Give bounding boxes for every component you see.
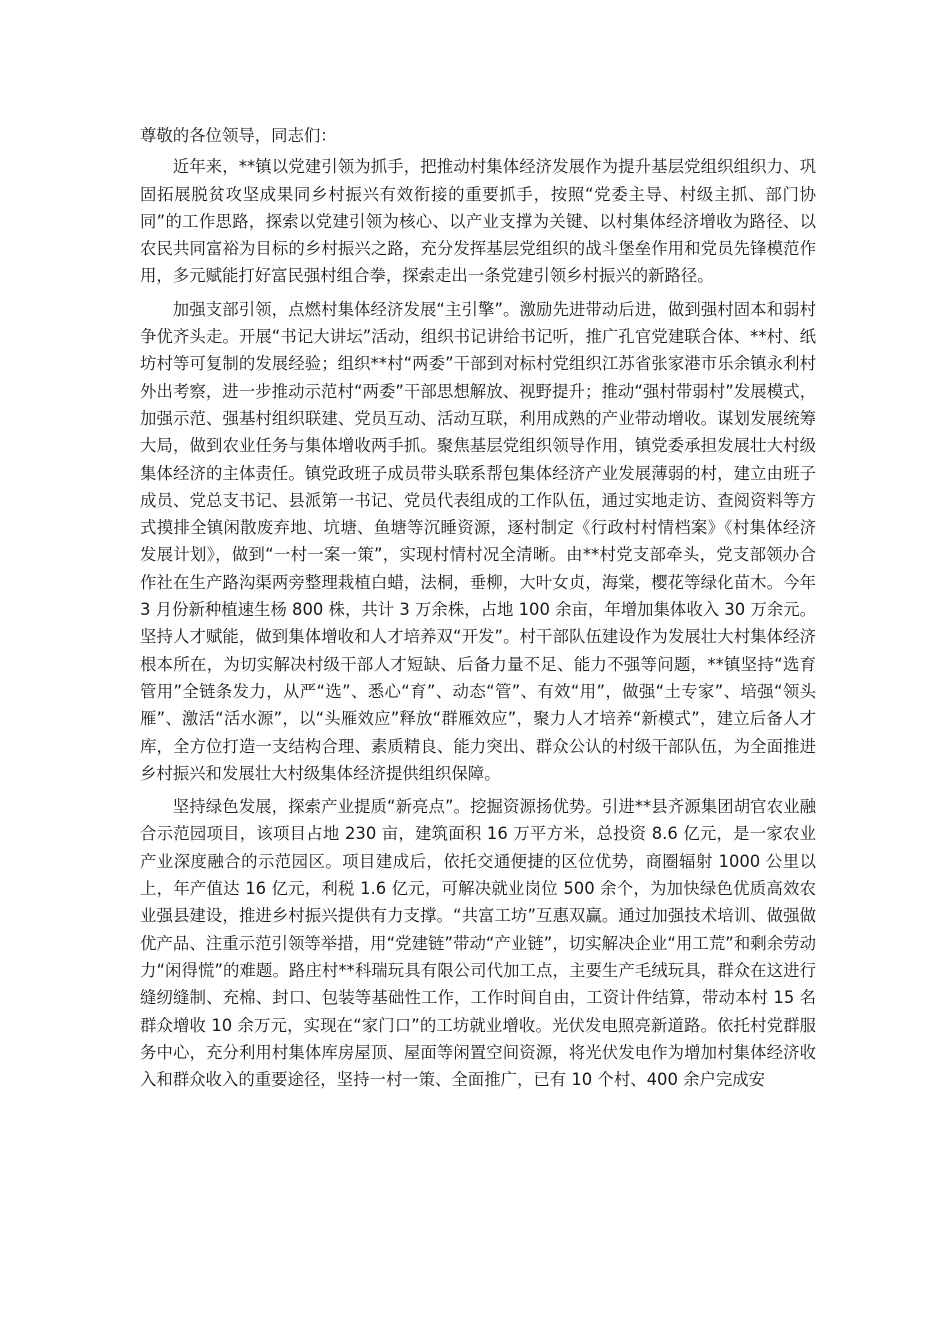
paragraph-green-development: 坚持绿色发展，探索产业提质“新亮点”。挖掘资源扬优势。引进**县齐源集团胡官农业融合示范园项目，该项目占地 230 亩，建筑面积 16 万平方米，总投资 8.6 亿元，是一家农业产业深度融合的示范园区。项目建成后，依托交通便捷的区位优势，商圈辐射 1000 公里以上，年产值达 16 亿元，利税 1.6 亿元，可解决就业岗位 500 余个，为加快绿色优质高效农业强县建设，推进乡村振兴提供有力支撑。“共富工坊”互惠双赢。通过加强技术培训、做强做优产品、注重示范引领等举措，用“党建链”带动“产业链”，切实解决企业“用工荒”和剩余劳动力“闲得慌”的难题。路庄村**科瑞玩具有限公司代加工点，主要生产毛绒玩具，群众在这进行缝纫缝制、充棉、封口、包装等基础性工作，工作时间自由，工资计件结算，带动本村 15 名群众增收 10 余万元，实现在“家门口”的工坊就业增收。光伏发电照亮新道路。依托村党群服务中心，充分利用村集体库房屋顶、屋面等闲置空间资源，将光伏发电作为增加村集体经济收入和群众收入的重要途径，坚持一村一策、全面推广，已有 10 个村、400 余户完成安 <box>140 797 816 1090</box>
paragraph-branch-leadership: 加强支部引领，点燃村集体经济发展“主引擎”。激励先进带动后进，做到强村固本和弱村争优齐头走。开展“书记大讲坛”活动，组织书记讲给书记听，推广孔官党建联合体、**村、纸坊村等可复制的发展经验；组织**村“两委”干部到对标村党组织江苏省张家港市乐余镇永利村外出考察，进一步推动示范村“两委”干部思想解放、视野提升；推动“强村带弱村”发展模式，加强示范、强基村组织联建、党员互动、活动互联，利用成熟的产业带动增收。谋划发展统筹大局，做到农业任务与集体增收两手抓。聚焦基层党组织领导作用，镇党委承担发展壮大村级集体经济的主体责任。镇党政班子成员带头联系帮包集体经济产业发展薄弱的村，建立由班子成员、党总支书记、县派第一书记、党员代表组成的工作队伍，通过实地走访、查阅资料等方式摸排全镇闲散废弃地、坑塘、鱼塘等沉睡资源，逐村制定《行政村村情档案》《村集体经济发展计划》，做到“一村一案一策”，实现村情村况全清晰。由**村党支部牵头，党支部领办合作社在生产路沟渠两旁整理栽植白蜡，法桐，垂柳，大叶女贞，海棠，樱花等绿化苗木。今年 3 月份新种植速生杨 800 株，共计 3 万余株，占地 100 余亩，年增加集体收入 30 万余元。坚持人才赋能，做到集体增收和人才培养双“开发”。村干部队伍建设作为发展壮大村集体经济根本所在，为切实解决村级干部人才短缺、后备力量不足、能力不强等问题，**镇坚持“选育管用”全链条发力，从严“选”、悉心“育”、动态“管”、有效“用”，做强“土专家”、培强“领头雁”、激活“活水源”，以“头雁效应”释放“群雁效应”，聚力人才培养“新模式”，建立后备人才库，全方位打造一支结构合理、素质精良、能力突出、群众公认的村级干部队伍，为全面推进乡村振兴和发展壮大村级集体经济提供组织保障。 <box>140 299 816 783</box>
paragraph-intro: 近年来，**镇以党建引领为抓手，把推动村集体经济发展作为提升基层党组织组织力、巩固拓展脱贫攻坚成果同乡村振兴有效衔接的重要抓手，按照“党委主导、村级主抓、部门协同”的工作思路，探索以党建引领为核心、以产业支撑为关键、以村集体经济增收为路径、以农民共同富裕为目标的乡村振兴之路，充分发挥基层党组织的战斗堡垒作用和党员先锋模范作用，多元赋能打好富民强村组合拳，探索走出一条党建引领乡村振兴的新路径。 <box>140 157 816 286</box>
document-page <box>140 122 816 1099</box>
salutation: 尊敬的各位领导，同志们： <box>140 126 337 145</box>
